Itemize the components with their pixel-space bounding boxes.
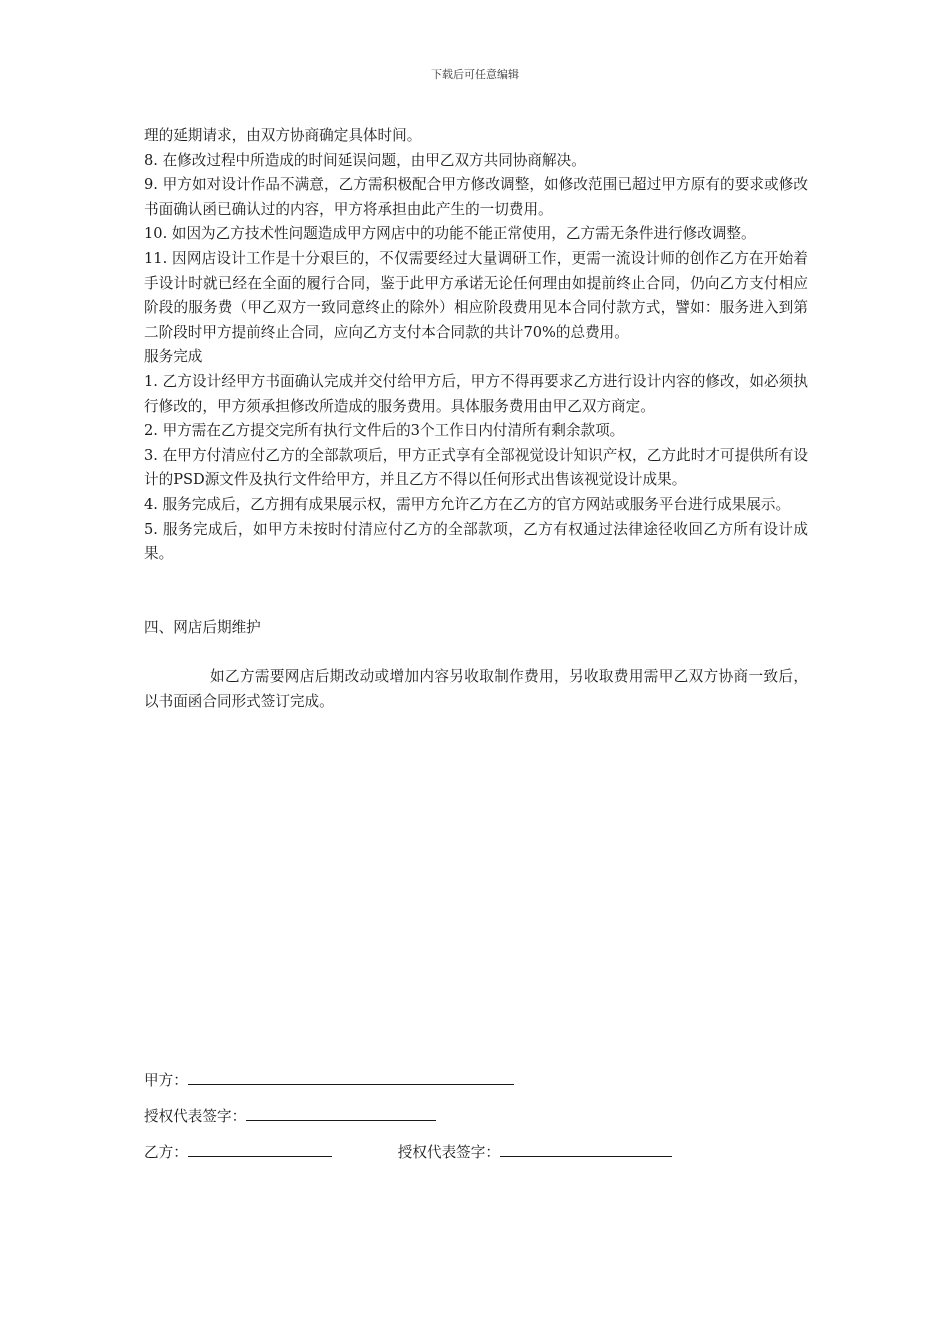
authorized-sig-label: 授权代表签字： bbox=[397, 1144, 500, 1161]
party-b-signature-line[interactable] bbox=[188, 1142, 332, 1157]
authorized-sig-label: 授权代表签字： bbox=[144, 1108, 247, 1125]
paragraph: 4. 服务完成后，乙方拥有成果展示权，需甲方允许乙方在乙方的官方网站或服务平台进行成果展示。 bbox=[144, 495, 791, 513]
party-b-signature-row bbox=[144, 1142, 672, 1163]
spacer bbox=[144, 640, 808, 665]
page-header: 下载后可任意编辑 bbox=[431, 68, 519, 81]
party-a-signature-row bbox=[144, 1070, 514, 1091]
document-body bbox=[144, 124, 808, 714]
paragraph: 3. 在甲方付清应付乙方的全部款项后，甲方正式享有全部视觉设计知识产权，乙方此时才可提供所有设计的PSD源文件及执行文件给甲方，并且乙方不得以任何形式出售该视觉设计成果。 bbox=[144, 446, 808, 489]
paragraph: 8. 在修改过程中所造成的时间延误问题，由甲乙双方共同协商解决。 bbox=[144, 151, 586, 169]
paragraph: 11. 因网店设计工作是十分艰巨的，不仅需要经过大量调研工作，更需一流设计师的创作乙方在开始着手设计时就已经在全面的履行合同，鉴于此甲方承诺无论任何理由如提前终止合同，仍向乙方支付相应阶段的服务费（甲乙双方一致同意终止的除外）相应阶段费用见本合同付款方式，譬如：服务进入到第二阶段时甲方提前终止合同，应向乙方支付本合同款的共计70%的总费用。 bbox=[144, 249, 808, 341]
paragraph: 1. 乙方设计经甲方书面确认完成并交付给甲方后，甲方不得再要求乙方进行设计内容的修改，如必须执行修改的，甲方须承担修改所造成的服务费用。具体服务费用由甲乙双方商定。 bbox=[144, 372, 808, 415]
spacer bbox=[144, 591, 808, 616]
authorized-signature-line-2[interactable] bbox=[500, 1142, 672, 1157]
section-heading-maintenance: 四、网店后期维护 bbox=[144, 618, 261, 636]
paragraph: 10. 如因为乙方技术性问题造成甲方网店中的功能不能正常使用，乙方需无条件进行修改调整。 bbox=[144, 225, 756, 243]
paragraph: 理的延期请求，由双方协商确定具体时间。 bbox=[144, 127, 422, 144]
paragraph: 9. 甲方如对设计作品不满意，乙方需积极配合甲方修改调整，如修改范围已超过甲方原有的要求或修改书面确认函已确认过的内容，甲方将承担由此产生的一切费用。 bbox=[144, 176, 808, 218]
section-heading-service-complete: 服务完成 bbox=[144, 348, 203, 366]
paragraph: 2. 甲方需在乙方提交完所有执行文件后的3个工作日内付清所有剩余款项。 bbox=[144, 422, 625, 440]
paragraph: 5. 服务完成后，如甲方未按时付清应付乙方的全部款项，乙方有权通过法律途径收回乙方所有设计成果。 bbox=[144, 520, 808, 563]
authorized-signature-row-1 bbox=[144, 1106, 436, 1127]
party-a-signature-line[interactable] bbox=[188, 1070, 514, 1085]
party-b-label: 乙方： bbox=[144, 1144, 188, 1161]
authorized-signature-line-1[interactable] bbox=[246, 1106, 436, 1121]
spacer bbox=[144, 567, 808, 592]
paragraph: 如乙方需要网店后期改动或增加内容另收取制作费用，另收取费用需甲乙双方协商一致后，以书面函合同形式签订完成。 bbox=[144, 668, 808, 710]
party-a-label: 甲方： bbox=[144, 1072, 188, 1089]
